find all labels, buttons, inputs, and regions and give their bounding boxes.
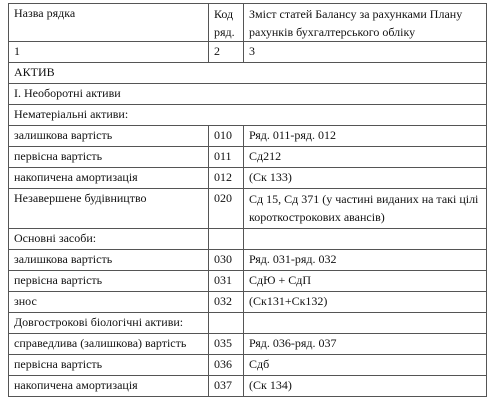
row-name: первісна вартість [9,355,209,376]
row-code: 036 [209,355,244,376]
row-name: Довгострокові біологічні активи: [9,313,209,334]
row-content: (Ск 133) [244,168,487,189]
table-row [9,147,487,168]
row-code: 012 [209,168,244,189]
row-name: залишкова вартість [9,250,209,271]
row-name: справедлива (залишкова) вартість [9,334,209,355]
row-code: 032 [209,292,244,313]
row-code: 037 [209,376,244,397]
row-code: 011 [209,147,244,168]
column-number-row [9,42,487,63]
row-code: 035 [209,334,244,355]
row-content: (Ск 134) [244,376,487,397]
row-content: Сд212 [244,147,487,168]
row-content [244,229,487,250]
row-content: Сдб [244,355,487,376]
table-row [9,292,487,313]
row-content: Ряд. 031-ряд. 032 [244,250,487,271]
column-number-2: 2 [209,42,244,63]
table-row [9,189,487,229]
group-intangible-assets: Нематеріальні активи: [9,105,487,126]
table-row [9,168,487,189]
balance-table [8,3,487,397]
row-name: Незавершене будівництво [9,189,209,229]
table-row [9,250,487,271]
row-content: (Ск131+Ск132) [244,292,487,313]
row-name: первісна вартість [9,147,209,168]
row-code [209,313,244,334]
row-content: Ряд. 011-ряд. 012 [244,126,487,147]
table-row [9,84,487,105]
row-content: Ряд. 036-ряд. 037 [244,334,487,355]
table-row [9,63,487,84]
row-code: 031 [209,271,244,292]
table-header-row [9,4,487,42]
row-code: 020 [209,189,244,229]
row-code: 010 [209,126,244,147]
section-assets: АКТИВ [9,63,487,84]
row-name: первісна вартість [9,271,209,292]
section-noncurrent-assets: І. Необоротні активи [9,84,487,105]
row-code [209,229,244,250]
row-name: знос [9,292,209,313]
header-code: Код ряд. [209,4,244,42]
row-name: накопичена амортизація [9,376,209,397]
table-row [9,271,487,292]
row-name: накопичена амортизація [9,168,209,189]
table-row [9,355,487,376]
column-number-3: 3 [244,42,487,63]
row-content: Сд 15, Сд 371 (у частині виданих на такі цілі короткострокових авансів) [244,189,487,229]
table-row [9,313,487,334]
row-code: 030 [209,250,244,271]
table-row [9,126,487,147]
header-content: Зміст статей Балансу за рахунками Плану рахунків бухгалтерського обліку [244,4,487,42]
table-row [9,105,487,126]
table-row [9,376,487,397]
header-row-name: Назва рядка [9,4,209,42]
row-name: залишкова вартість [9,126,209,147]
row-content: СдЮ + СдП [244,271,487,292]
row-content [244,313,487,334]
column-number-1: 1 [9,42,209,63]
row-name: Основні засоби: [9,229,209,250]
table-row [9,229,487,250]
table-row [9,334,487,355]
